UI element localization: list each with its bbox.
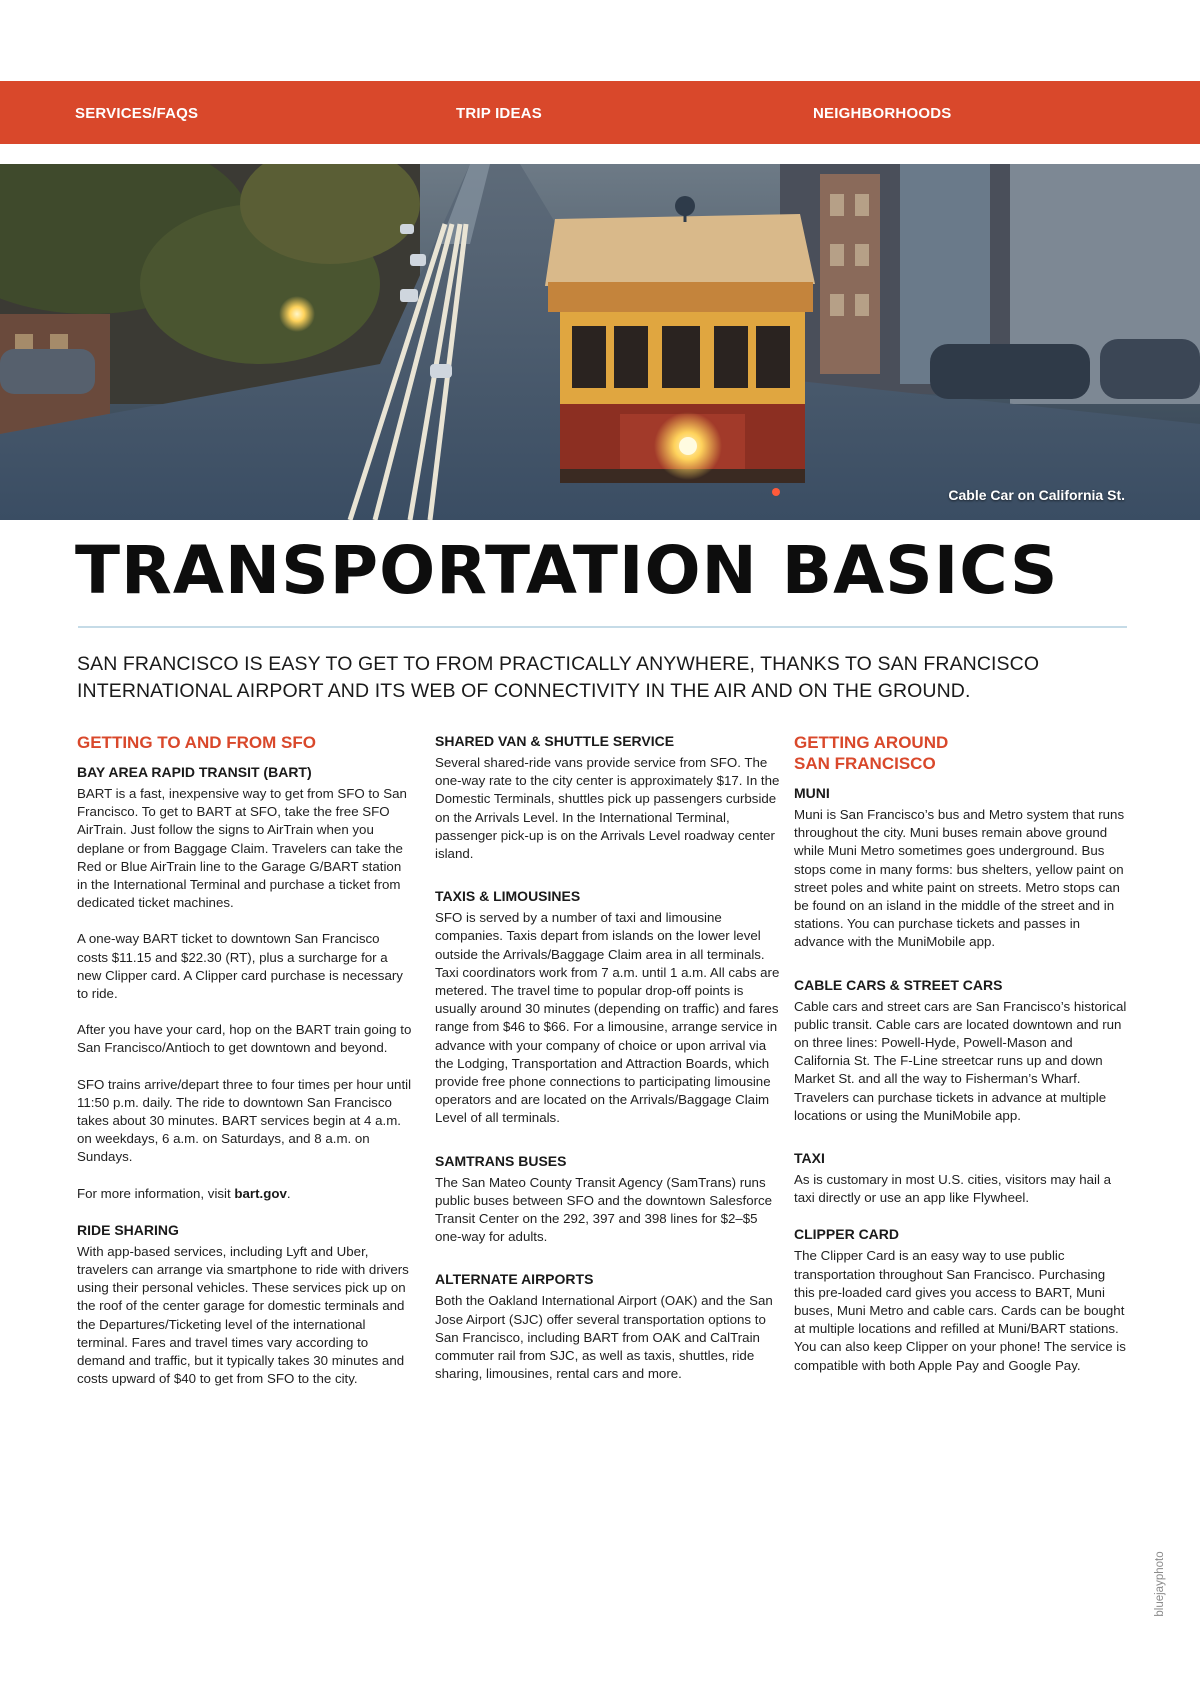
photo-credit-text: bluejayphoto [1154,1551,1166,1617]
subhead-taxis-limousines: TAXIS & LIMOUSINES [435,888,581,905]
subhead-cable-cars: CABLE CARS & STREET CARS [794,976,1003,993]
column-getting-to-sfo [77,732,412,1406]
subhead-ride-sharing: RIDE SHARING [77,1221,179,1238]
ride-sharing-paragraph: With app-based services, including Lyft and Uber, travelers can arrange via smartphone to ride with drivers using their personal vehicles. These services pick up on the roof of the center garage for domestic terminals and the Departures/Ticketing level of the international terminal. Fares and travel times vary according to demand and traffic, but it typically takes 30 minutes and costs upward of $40 to get from SFO to the city. [77,1243,409,1387]
bart-paragraph-1: BART is a fast, inexpensive way to get from SFO to San Francisco. To get to BART at SFO, take the free SFO AirTrain. Just follow the signs to AirTrain when you deplane or from Baggage Claim. Travelers can take the Red or Blue AirTrain line to the Garage G/BART station in the International Terminal and purchase a ticket from dedicated ticket machines. [77,786,407,911]
subhead-clipper-card: CLIPPER CARD [794,1226,900,1243]
nav-neighborhoods[interactable]: NEIGHBORHOODS [813,105,952,122]
cable-car-shape [545,196,815,483]
samtrans-paragraph: The San Mateo County Transit Agency (SamTrans) runs public buses between SFO and the downtown Salesforce Transit Center on the 292, 397 and 398 lines for $2–$5 one-way for adults. [435,1174,773,1245]
taxis-limousines-paragraph: SFO is served by a number of taxi and limousine companies. Taxis depart from islands on the lower level outside the Arrivals/Baggage Claim area in all terminals. Taxi coordinators work from 7 a.m. until 1 a.m. All cabs are metered. The travel time to popular drop-off points is usually around 30 minutes (depending on traffic) and fares range from $46 to $66. For a limousine, arrange service in advance with your company of choice or upon arrival via the Lodging, Transportation and Attraction Boards, which provide free phone connections to participating limousine operators and are located on the Arrivals/Baggage Claim Level of all terminals. [435,910,780,1126]
photo-credit [1148,1541,1166,1633]
column-shuttles-taxis [435,732,780,1401]
muni-paragraph: Muni is San Francisco’s bus and Metro system that runs throughout the city. Muni buses remain above ground while Muni Metro sometimes goes underground. Bus stops come in many forms: bus shelters, yellow paint on street poles and white paint on streets. Metro stops can be found on an island in the middle of the street and in stations. You can purchase tickets and passes in advance with the MuniMobile app. [794,807,1125,950]
bart-more-info [77,1185,412,1203]
clipper-card-paragraph: The Clipper Card is an easy way to use public transportation throughout San Francisco. Purchasing this pre-loaded card gives you access to BART, Muni buses, Muni Metro and cable cars. Cards can be bought at multiple locations and refilled at Muni/BART stations. You can also keep Clipper on your phone! The service is compatible with both Apple Pay and Google Pay. [794,1248,1126,1373]
subhead-alternate-airports: ALTERNATE AIRPORTS [435,1271,594,1288]
bart-paragraph-2: A one-way BART ticket to downtown San Francisco costs $11.15 and $22.30 (RT), plus a surcharge for a new Clipper card. A Clipper card purchase is necessary to ride. [77,931,403,1002]
bart-more-suffix: . [286,1185,291,1201]
page-title: TRANSPORTATION BASICS [75,532,1059,609]
nav-trip-ideas[interactable]: TRIP IDEAS [456,105,542,122]
bart-paragraph-3: After you have your card, hop on the BART train going to San Francisco/Antioch to get downtown and beyond. [77,1022,412,1056]
section-title-line-2: SAN FRANCISCO [794,754,936,773]
subhead-muni: MUNI [794,785,830,801]
column-getting-around [794,732,1129,1393]
subhead-samtrans: SAMTRANS BUSES [435,1152,567,1169]
subhead-bart: BAY AREA RAPID TRANSIT (BART) [77,764,312,780]
bart-gov-link[interactable]: bart.gov [234,1185,287,1201]
hero-caption: Cable Car on California St. [948,487,1125,503]
section-title-getting-around [794,732,1129,774]
alternate-airports-paragraph: Both the Oakland International Airport (OAK) and the San Jose Airport (SJC) offer several transportation options to San Francisco, including BART from OAK and CalTrain commuter rail from SJC, as well as taxis, shuttles, ride sharing, limousines, rental cars and more. [435,1293,773,1382]
intro-text: SAN FRANCISCO IS EASY TO GET TO FROM PRACTICALLY ANYWHERE, THANKS TO SAN FRANCISCO INTERNATIONAL AIRPORT AND ITS WEB OF CONNECTIVITY IN THE AIR AND ON THE GROUND. [77,653,1040,702]
bart-more-prefix: For more information, visit [77,1185,235,1201]
subhead-taxi: TAXI [794,1150,825,1167]
subhead-shared-van: SHARED VAN & SHUTTLE SERVICE [435,733,675,749]
shared-van-paragraph: Several shared-ride vans provide service from SFO. The one-way rate to the city center is approximately $17. In the Domestic Terminals, shuttles pick up passengers curbside on the Arrivals Level. In the International Terminal, passenger pick-up is on the Arrivals Level roadway center island. [435,755,780,862]
hero-photo [0,164,1200,520]
bart-paragraph-4: SFO trains arrive/depart three to four times per hour until 11:50 p.m. daily. The ride to downtown San Francisco takes about 30 minutes. BART services begin at 4 a.m. on weekdays, 6 a.m. on Saturdays, and 8 a.m. on Sundays. [77,1076,412,1165]
cable-car-illustration [0,164,1200,520]
section-title-line-1: GETTING AROUND [794,733,949,752]
title-divider [78,626,1127,628]
taxi-paragraph: As is customary in most U.S. cities, visitors may hail a taxi directly or use an app like Flywheel. [794,1172,1111,1206]
nav-services-faqs[interactable]: SERVICES/FAQS [75,105,199,122]
section-title-getting-to-sfo: GETTING TO AND FROM SFO [77,733,316,752]
top-nav-bar [0,81,1200,144]
cable-cars-paragraph: Cable cars and street cars are San Francisco’s historical public transit. Cable cars are located downtown and run on three lines: Powell-Hyde, Powell-Mason and California St. The F-Line streetcar runs up and down Market St. and all the way to Fisherman’s Wharf. Travelers can purchase tickets in advance at multiple locations or using the MuniMobile app. [794,998,1127,1123]
